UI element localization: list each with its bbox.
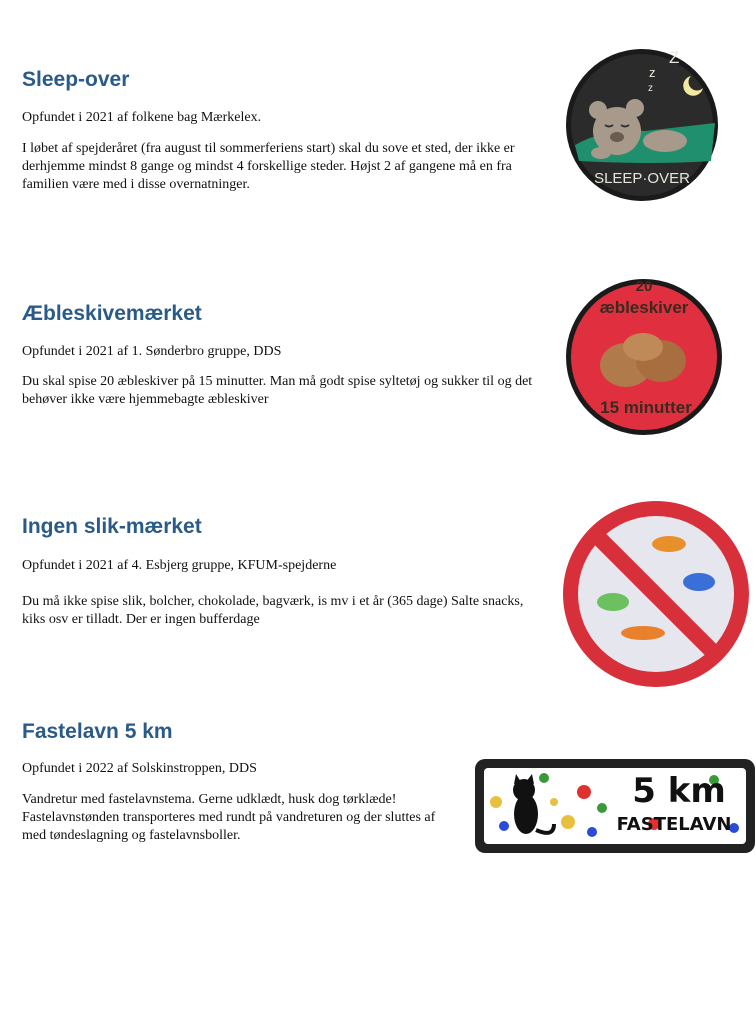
entry-description: Du skal spise 20 æbleskiver på 15 minutter. Man må godt spise syltetøj og sukker til og det behøver ikke være hjemmebagte æbleskiver	[22, 374, 533, 407]
svg-text:20: 20	[635, 278, 653, 295]
entry-origin: Opfundet i 2022 af Solskinstroppen, DDS	[22, 761, 257, 776]
aebleskiver-badge-icon	[566, 265, 726, 450]
svg-text:æbleskiver: æbleskiver	[599, 298, 689, 317]
sleeping-bear-badge-icon	[565, 33, 720, 218]
svg-text:5 km: 5 km	[632, 771, 726, 811]
no-candy-badge-icon	[561, 500, 751, 688]
svg-text:SLEEP·OVER: SLEEP·OVER	[594, 170, 690, 187]
entry-description: I løbet af spejderåret (fra august til sommerferiens start) skal du sove et sted, der ikke er derhjemme mindst 8 gange og mindst 4 forskellige steder. Højst 2 af gangene må en fra familien være med i disse overnatninger.	[22, 141, 515, 192]
svg-text:15 minutter: 15 minutter	[600, 398, 692, 417]
svg-text:Z: Z	[669, 48, 680, 67]
svg-text:FASTELAVN: FASTELAVN	[616, 814, 732, 835]
entry-title: Fastelavn 5 km	[22, 720, 173, 743]
entry-title: Sleep-over	[22, 68, 130, 91]
entry-description: Vandretur med fastelavnstema. Gerne udklædt, husk dog tørklæde! Fastelavnstønden transporteres med rundt på vandreturen og der sluttes af med tøndeslagning og fastelavnsboller.	[22, 792, 436, 843]
svg-text:z: z	[649, 65, 656, 80]
entry-origin: Opfundet i 2021 af folkene bag Mærkelex.	[22, 110, 262, 125]
entry-origin: Opfundet i 2021 af 1. Sønderbro gruppe, DDS	[22, 344, 282, 359]
entry-title: Ingen slik-mærket	[22, 515, 202, 538]
entry-origin: Opfundet i 2021 af 4. Esbjerg gruppe, KFUM-spejderne	[22, 558, 337, 573]
entry-description: Du må ikke spise slik, bolcher, chokolade, bagværk, is mv i et år (365 dage) Salte snacks, kiks osv er tilladt. Der er ingen bufferdage	[22, 594, 524, 627]
svg-text:z: z	[648, 83, 653, 94]
entry-title: Æbleskivemærket	[22, 302, 202, 325]
fastelavn-cat-badge-icon	[474, 758, 756, 854]
